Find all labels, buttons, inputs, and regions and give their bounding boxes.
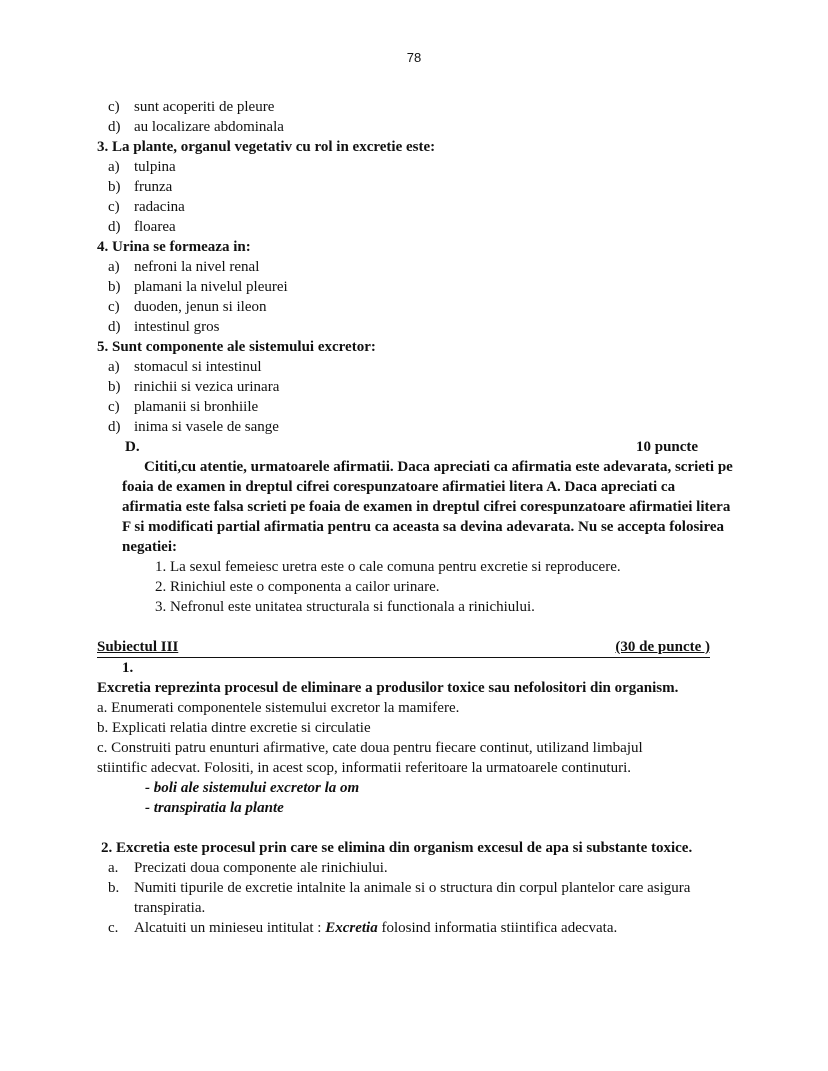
list-item: d) floarea bbox=[108, 219, 176, 235]
item-1-statement: Excretia reprezinta procesul de eliminare a produsilor toxice sau nefolositori din organism. bbox=[97, 680, 679, 696]
list-item: c) plamanii si bronhiile bbox=[108, 399, 259, 415]
section-d-letter: D. bbox=[125, 439, 140, 455]
list-item: a) tulpina bbox=[108, 159, 176, 175]
subject-iii-title: Subiectul III bbox=[97, 639, 179, 655]
list-item: b) plamani la nivelul pleurei bbox=[108, 279, 288, 295]
section-d-points: 10 puncte bbox=[636, 439, 699, 455]
list-item: a. Precizati doua componente ale rinichiului. bbox=[108, 860, 388, 876]
content-topic: - boli ale sistemului excretor la om bbox=[145, 780, 360, 796]
section-d-header bbox=[0, 437, 828, 457]
list-item: d) au localizare abdominala bbox=[108, 119, 284, 135]
subject-iii-header bbox=[97, 637, 710, 658]
item-1-number: 1. bbox=[122, 660, 134, 676]
list-item: b. Numiti tipurile de excretie intalnite la animale si o structura din corpul plantelor care asigura transpiratia. bbox=[108, 880, 691, 916]
content-topic: - transpiratia la plante bbox=[145, 800, 284, 816]
list-item: c) radacina bbox=[108, 199, 185, 215]
page-number: 78 bbox=[406, 50, 422, 65]
item-2-statement: 2. Excretia este procesul prin care se elimina din organism excesul de apa si substante toxice. bbox=[101, 840, 693, 856]
list-item: a) stomacul si intestinul bbox=[108, 359, 262, 375]
task-line: stiintific adecvat. Folositi, in acest scop, informatii referitoare la urmatoarele continuturi. bbox=[97, 760, 631, 776]
statement-item: 2. Rinichiul este o componenta a cailor urinare. bbox=[155, 579, 440, 595]
page-content bbox=[0, 97, 828, 938]
task-line: b. Explicati relatia dintre excretie si circulatie bbox=[97, 720, 371, 736]
statement-item: 3. Nefronul este unitatea structurala si functionala a rinichiului. bbox=[155, 599, 535, 615]
subject-iii-points: (30 de puncte ) bbox=[615, 639, 710, 655]
question-5-title: 5. Sunt componente ale sistemului excretor: bbox=[97, 339, 376, 355]
task-line: a. Enumerati componentele sistemului excretor la mamifere. bbox=[97, 700, 460, 716]
task-line: c. Construiti patru enunturi afirmative, cate doua pentru fiecare continut, utilizand limbajul bbox=[97, 740, 643, 756]
essay-title: Excretia bbox=[325, 920, 378, 936]
question-4-title: 4. Urina se formeaza in: bbox=[97, 239, 251, 255]
list-item: c. Alcatuiti un minieseu intitulat : Excretia folosind informatia stiintifica adecvata. bbox=[108, 920, 618, 936]
list-item: a) nefroni la nivel renal bbox=[108, 259, 260, 275]
question-3-title: 3. La plante, organul vegetativ cu rol in excretie este: bbox=[97, 139, 436, 155]
section-d-instructions: Cititi,cu atentie, urmatoarele afirmatii. Daca apreciati ca afirmatia este adevarata, scrieti pe foaia de examen in dreptul cifrei corespunzatoare afirmatiei litera A. Daca apreciati ca afirmatia este falsa scrieti pe foaia de examen in dreptul cifrei corespunzatoare afirmatiei litera F si modificati partial afirmatia pentru ca aceasta sa devina adevarata. Nu se accepta folosirea negatiei: bbox=[122, 459, 733, 555]
list-item: d) intestinul gros bbox=[108, 319, 220, 335]
list-item: c) duoden, jenun si ileon bbox=[108, 299, 267, 315]
statement-item: 1. La sexul femeiesc uretra este o cale comuna pentru excretie si reproducere. bbox=[155, 559, 621, 575]
list-item: d) inima si vasele de sange bbox=[108, 419, 279, 435]
list-item: c) sunt acoperiti de pleure bbox=[108, 99, 275, 115]
list-item: b) rinichii si vezica urinara bbox=[108, 379, 280, 395]
list-item: b) frunza bbox=[108, 179, 173, 195]
